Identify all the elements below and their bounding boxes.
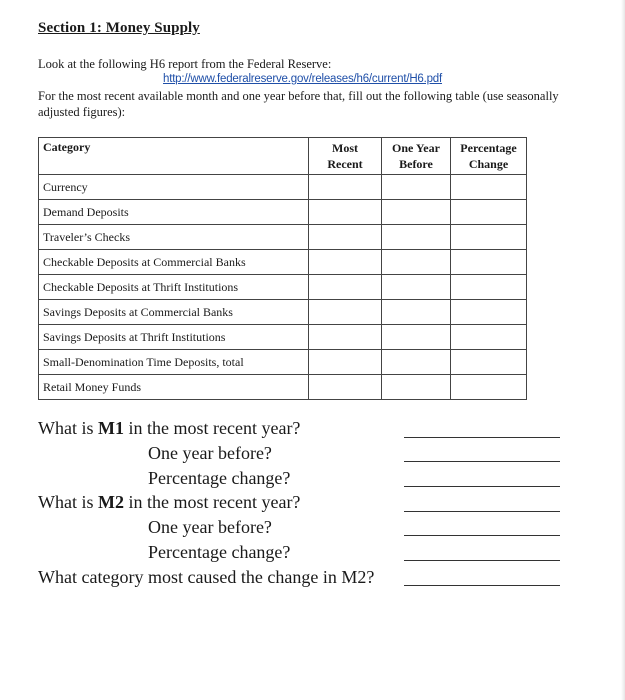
question-m2-year-before: One year before?: [148, 517, 272, 537]
cell-percentage-change[interactable]: [451, 375, 527, 400]
intro-text: Look at the following H6 report from the Federal Reserve:: [38, 57, 332, 71]
cell-most-recent[interactable]: [309, 325, 382, 350]
cell-one-year-before[interactable]: [382, 350, 451, 375]
question-m2-percentage: Percentage change?: [148, 542, 291, 562]
row-category-label: Demand Deposits: [39, 200, 309, 225]
cell-most-recent[interactable]: [309, 300, 382, 325]
table-row: [39, 175, 527, 200]
section-title: Section 1: Money Supply: [38, 20, 200, 36]
cell-percentage-change[interactable]: [451, 350, 527, 375]
header-most-recent: [309, 138, 382, 175]
question-m1-year-before: One year before?: [148, 443, 272, 463]
question-m1-pre: What is: [38, 418, 98, 438]
row-category-label: Small-Denomination Time Deposits, total: [39, 350, 309, 375]
question-m2-bold: M2: [98, 492, 124, 512]
header-one-year-line1: One Year: [392, 141, 440, 155]
cell-most-recent[interactable]: [309, 225, 382, 250]
cell-most-recent[interactable]: [309, 200, 382, 225]
cell-one-year-before[interactable]: [382, 325, 451, 350]
cell-percentage-change[interactable]: [451, 275, 527, 300]
header-one-year-line2: Before: [399, 157, 433, 171]
table-row: [39, 350, 527, 375]
header-pct-line2: Change: [468, 157, 509, 171]
table-row: [39, 325, 527, 350]
question-m2-post: in the most recent year?: [124, 492, 301, 512]
cell-one-year-before[interactable]: [382, 175, 451, 200]
header-most-recent-line2: Recent: [327, 157, 363, 171]
question-m2-cause: What category most caused the change in M2?: [38, 567, 375, 587]
table-row: [39, 375, 527, 400]
question-m1-bold: M1: [98, 418, 124, 438]
answer-line-m1[interactable]: [404, 437, 560, 438]
cell-most-recent[interactable]: [309, 350, 382, 375]
header-most-recent-line1: Most: [332, 141, 358, 155]
cell-one-year-before[interactable]: [382, 300, 451, 325]
cell-percentage-change[interactable]: [451, 200, 527, 225]
money-supply-table: [38, 137, 527, 400]
header-pct-line1: Percentage: [460, 141, 517, 155]
row-category-label: Savings Deposits at Thrift Institutions: [39, 325, 309, 350]
answer-line-m2-cause[interactable]: [404, 585, 560, 586]
row-category-label: Checkable Deposits at Thrift Institutions: [39, 275, 309, 300]
question-m1-post: in the most recent year?: [124, 418, 301, 438]
row-category-label: Retail Money Funds: [39, 375, 309, 400]
cell-most-recent[interactable]: [309, 250, 382, 275]
cell-most-recent[interactable]: [309, 375, 382, 400]
cell-one-year-before[interactable]: [382, 225, 451, 250]
cell-one-year-before[interactable]: [382, 200, 451, 225]
cell-one-year-before[interactable]: [382, 375, 451, 400]
cell-most-recent[interactable]: [309, 175, 382, 200]
question-m1-percentage: Percentage change?: [148, 468, 291, 488]
answer-line-m2-year-before[interactable]: [404, 535, 560, 536]
row-category-label: Savings Deposits at Commercial Banks: [39, 300, 309, 325]
instructions-text: For the most recent available month and one year before that, fill out the following table (use seasonally adjusted figures):: [38, 89, 559, 119]
table-row: [39, 225, 527, 250]
header-percentage-change: [451, 138, 527, 175]
table-row: [39, 300, 527, 325]
answer-line-m2[interactable]: [404, 511, 560, 512]
cell-percentage-change[interactable]: [451, 175, 527, 200]
cell-one-year-before[interactable]: [382, 250, 451, 275]
question-m2-pre: What is: [38, 492, 98, 512]
header-one-year-before: [382, 138, 451, 175]
table-row: [39, 250, 527, 275]
cell-one-year-before[interactable]: [382, 275, 451, 300]
row-category-label: Traveler’s Checks: [39, 225, 309, 250]
cell-most-recent[interactable]: [309, 275, 382, 300]
table-row: [39, 200, 527, 225]
cell-percentage-change[interactable]: [451, 250, 527, 275]
page-edge-shadow: [621, 0, 625, 700]
table-row: [39, 275, 527, 300]
question-m1: [38, 418, 300, 439]
row-category-label: Currency: [39, 175, 309, 200]
answer-line-m1-year-before[interactable]: [404, 461, 560, 462]
h6-report-link[interactable]: http://www.federalreserve.gov/releases/h6/current/H6.pdf: [163, 73, 443, 85]
header-category: Category: [39, 138, 309, 175]
table-header-row: [39, 138, 527, 175]
answer-line-m1-percentage[interactable]: [404, 486, 560, 487]
question-m2: [38, 492, 300, 513]
answer-line-m2-percentage[interactable]: [404, 560, 560, 561]
cell-percentage-change[interactable]: [451, 300, 527, 325]
cell-percentage-change[interactable]: [451, 325, 527, 350]
cell-percentage-change[interactable]: [451, 225, 527, 250]
row-category-label: Checkable Deposits at Commercial Banks: [39, 250, 309, 275]
